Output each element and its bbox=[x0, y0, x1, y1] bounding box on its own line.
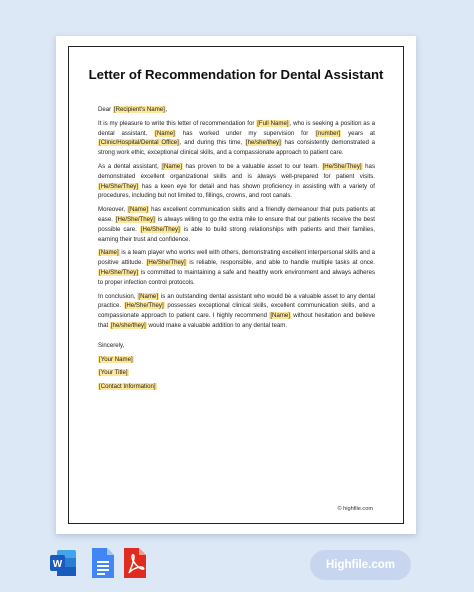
placeholder-field: [He/She/They] bbox=[322, 162, 362, 170]
paragraph-text: is committed to maintaining a safe and healthy work environment and always adheres to proper infection control protocols. bbox=[98, 268, 375, 286]
letter-paragraph bbox=[98, 205, 375, 244]
paragraph-text: , who is seeking a position as a dental assistant. bbox=[98, 119, 375, 137]
paragraph-text: is an outstanding dental assistant who would be a valuable asset to any dental practice. bbox=[98, 292, 375, 310]
brand-badge[interactable]: Highfile.com bbox=[310, 550, 411, 580]
paragraph-text: has excellent communication skills and a friendly demeanour that puts patients at ease. bbox=[98, 206, 376, 223]
salutation-suffix: , bbox=[165, 106, 168, 113]
salutation bbox=[98, 105, 375, 115]
placeholder-field: [Clinic/Hospital/Dental Office] bbox=[99, 139, 179, 147]
placeholder-field: [Name] bbox=[138, 292, 159, 300]
placeholder-field: [He/She/They] bbox=[140, 225, 180, 233]
paragraph-text: possesses exceptional clinical skills, excellent communication skills, and a compassionate approach to patient care. I highly recommend bbox=[98, 302, 375, 320]
paragraph-text: years at bbox=[341, 129, 376, 137]
paragraph-text: As a dental assistant, bbox=[98, 162, 162, 170]
paragraph-text: would make a valuable addition to any dental team. bbox=[146, 321, 288, 329]
placeholder-field: [Name] bbox=[270, 312, 290, 320]
letter-body bbox=[98, 105, 375, 396]
letter-title: Letter of Recommendation for Dental Assistant bbox=[88, 67, 384, 82]
paragraph-text: has worked under my supervision for bbox=[175, 129, 316, 137]
letter-paragraph bbox=[98, 248, 375, 287]
placeholder-field: [Name] bbox=[155, 129, 175, 137]
placeholder-field: [Name] bbox=[162, 162, 182, 170]
word-icon[interactable] bbox=[49, 546, 77, 580]
letter-paragraph bbox=[98, 119, 375, 158]
paragraph-text: is always willing to go the extra mile to ensure that our patients receive the best possible care. bbox=[98, 215, 375, 233]
letter-paragraphs bbox=[98, 119, 375, 331]
placeholder-field: [number] bbox=[316, 129, 341, 137]
placeholder-field: [Name] bbox=[128, 206, 148, 214]
recipient-placeholder: [Recipient's Name] bbox=[113, 106, 165, 113]
placeholder-field: [Name] bbox=[99, 249, 119, 257]
paragraph-text: has proven to be a valuable asset to our team. bbox=[182, 162, 322, 170]
paragraph-text: is able to build strong relationships with patients and their families, earning their trust and confidence. bbox=[98, 225, 375, 243]
signature-title: [Your Title] bbox=[99, 369, 128, 377]
paragraph-text: has demonstrated excellent organizational skills and is always well-prepared for patient visits. bbox=[98, 162, 375, 180]
closing-block bbox=[98, 341, 375, 392]
pdf-icon[interactable] bbox=[121, 546, 149, 580]
placeholder-field: [He/She/They] bbox=[124, 302, 164, 310]
placeholder-field: [He/She/They] bbox=[99, 268, 138, 276]
letter-paragraph bbox=[98, 292, 375, 331]
salutation-prefix: Dear bbox=[98, 106, 113, 113]
word-icon-letter: W bbox=[52, 559, 63, 570]
placeholder-field: [he/she/they] bbox=[110, 321, 146, 329]
letter-paragraph bbox=[98, 162, 375, 201]
placeholder-field: [He/She/They] bbox=[115, 215, 155, 223]
paragraph-text: It is my pleasure to write this letter of recommendation for bbox=[98, 119, 257, 127]
placeholder-field: [Full Name] bbox=[257, 119, 289, 127]
paragraph-text: has a keen eye for detail and has shown proficiency in assisting with a variety of procedures, including but not limited to, fillings, crowns, and root canals. bbox=[98, 182, 375, 200]
paragraph-text: is a team player who works well with others, demonstrating excellent interpersonal skills and a positive attitude. bbox=[98, 249, 375, 267]
paragraph-text: Moreover, bbox=[98, 206, 128, 214]
paragraph-text: without hesitation and believe that bbox=[98, 312, 375, 329]
copyright-credit: © highfile.com bbox=[337, 506, 373, 512]
paragraph-text: is reliable, responsible, and able to handle multiple tasks at once. bbox=[186, 259, 375, 267]
placeholder-field: [he/she/they] bbox=[245, 139, 281, 147]
placeholder-field: [He/She/They] bbox=[99, 182, 138, 190]
paragraph-text: In conclusion, bbox=[98, 292, 138, 300]
closing-line: Sincerely, bbox=[98, 341, 125, 349]
paragraph-text: has consistently demonstrated a strong work ethic, exceptional clinical skills, and a compassionate approach to patient care. bbox=[98, 139, 375, 157]
document-page bbox=[56, 36, 416, 534]
paragraph-text: , and during this time, bbox=[179, 139, 245, 147]
signature-contact: [Contact Information] bbox=[99, 383, 156, 391]
signature-name: [Your Name] bbox=[99, 355, 133, 363]
placeholder-field: [He/She/They] bbox=[146, 259, 186, 267]
google-docs-icon[interactable] bbox=[89, 546, 117, 580]
